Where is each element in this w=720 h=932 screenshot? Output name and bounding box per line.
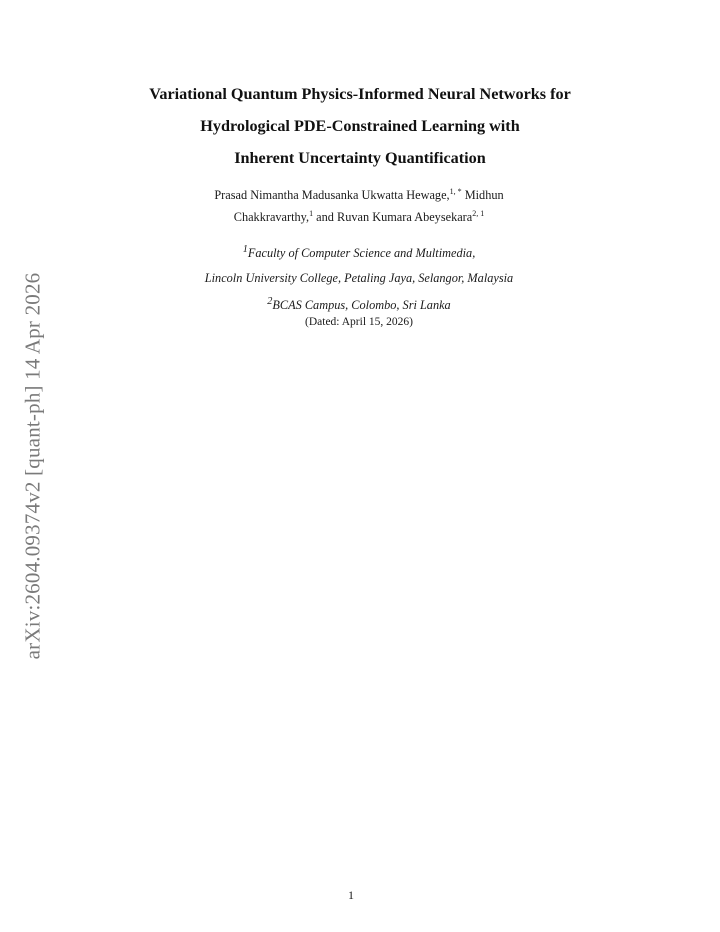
author-list	[0, 184, 718, 228]
affiliations	[0, 238, 718, 318]
author-line-2	[0, 206, 718, 228]
title-line-2: Hydrological PDE-Constrained Learning with	[200, 117, 520, 135]
title-line-1: Variational Quantum Physics-Informed Neural Networks for	[149, 85, 571, 103]
author-1-affiliation-marks: 1, *	[449, 187, 462, 196]
affiliation-1-line-1	[0, 238, 718, 266]
author-line-2-joiner: and Ruvan Kumara Abeysekara	[313, 210, 473, 224]
author-name-1: Prasad Nimantha Madusanka Ukwatta Hewage,	[214, 188, 450, 202]
author-line-1	[0, 184, 718, 206]
title-line-3: Inherent Uncertainty Quantification	[234, 149, 486, 167]
affiliation-2-marker: 2	[267, 296, 273, 308]
paper-title	[0, 78, 720, 174]
dated-line: (Dated: April 15, 2026)	[305, 316, 413, 328]
affiliation-1-marker: 1	[242, 244, 248, 255]
author-name-2: Chakkravarthy,	[233, 210, 310, 224]
affiliation-1-text: Faculty of Computer Science and Multimedia,	[247, 246, 476, 261]
author-3-affiliation-marks: 2, 1	[472, 209, 485, 218]
affiliation-2-line-1	[0, 290, 718, 318]
arxiv-side-stamp: arXiv:2604.09374v2 [quant-ph] 14 Apr 2026	[20, 272, 45, 660]
affiliation-2-text: BCAS Campus, Colombo, Sri Lanka	[272, 298, 451, 313]
author-line-1-trailing: Midhun	[461, 188, 504, 202]
affiliation-1-line-2: Lincoln University College, Petaling Jaya, Selangor, Malaysia	[204, 270, 514, 285]
page-number: 1	[348, 888, 354, 902]
author-2-affiliation-marks: 1	[309, 209, 314, 218]
